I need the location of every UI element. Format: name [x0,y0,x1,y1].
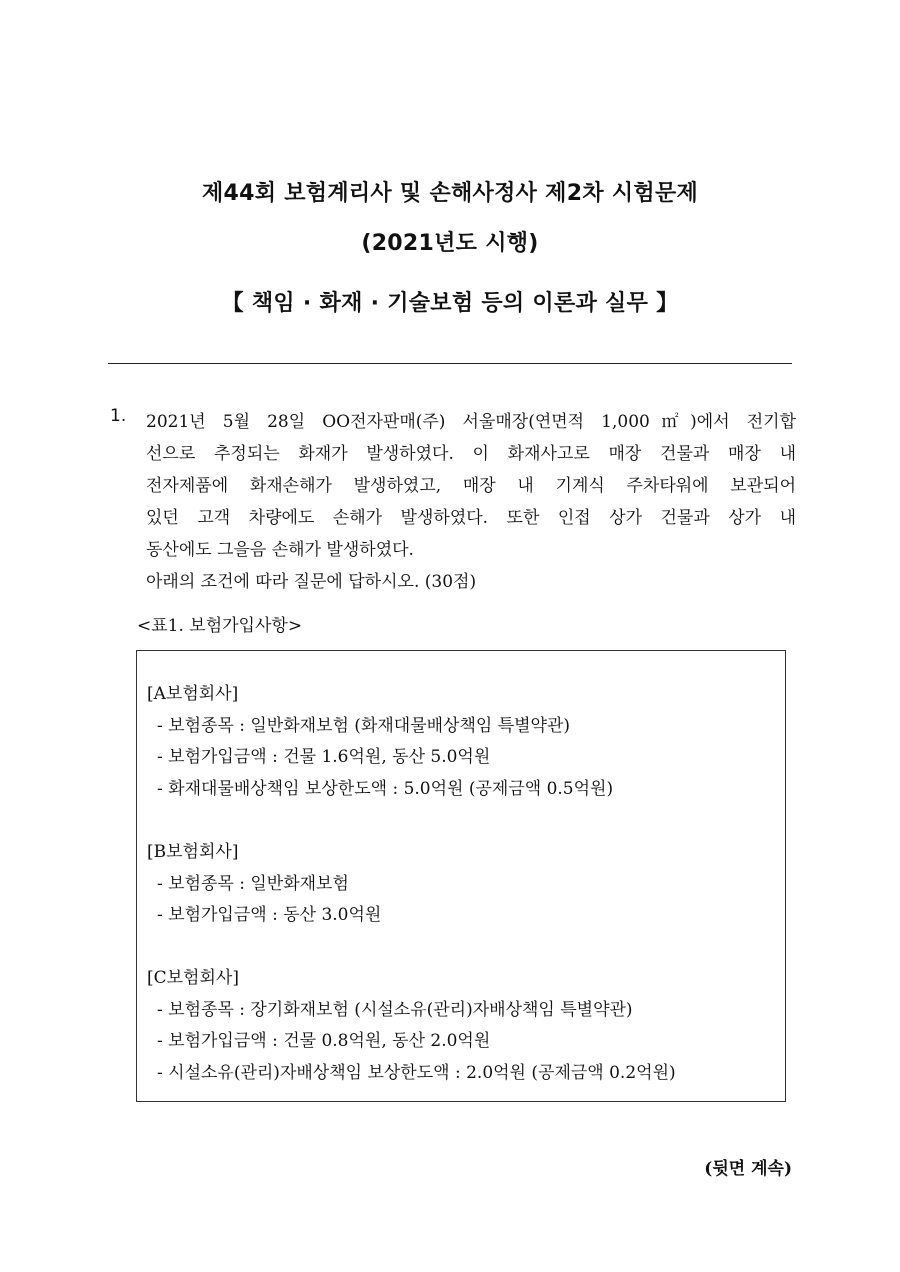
company-name: [B보험회사] [147,842,239,862]
company-a-block [147,679,613,805]
question-line: 2021년 5월 28일 OO전자판매(주) 서울매장(연면적 1,000㎡)에서 전기합 [146,412,796,432]
question-line: 전자제품에 화재손해가 발생하였고, 매장 내 기계식 주차타워에 보관되어 [146,476,796,496]
header-divider [108,363,792,364]
insurance-info-box [136,650,786,1102]
company-item: - 보험가입금액 : 건물 0.8억원, 동산 2.0억원 [157,1031,491,1051]
company-item: - 보험가입금액 : 건물 1.6억원, 동산 5.0억원 [157,747,491,767]
exam-subject: 【 책임 · 화재 · 기술보험 등의 이론과 실무 】 [221,291,679,316]
question-text [146,406,796,598]
company-item: - 보험종목 : 장기화재보험 (시설소유(관리)자배상책임 특별약관) [157,999,633,1020]
company-item: - 보험종목 : 일반화재보험 (화재대물배상책임 특별약관) [157,715,571,736]
company-item: - 보험종목 : 일반화재보험 [157,873,349,894]
question-line: 선으로 추정되는 화재가 발생하였다. 이 화재사고로 매장 건물과 매장 내 [146,444,796,464]
question-line: 동산에도 그을음 손해가 발생하였다. [146,540,414,560]
exam-year: (2021년도 시행) [361,231,539,256]
question-instruction: 아래의 조건에 따라 질문에 답하시오. (30점) [146,572,477,592]
exam-title: 제44회 보험계리사 및 손해사정사 제2차 시험문제 [201,181,699,206]
company-c-block [147,963,676,1089]
company-b-block [147,837,381,932]
company-item: - 보험가입금액 : 동산 3.0억원 [157,905,382,925]
table1-caption: <표1. 보험가입사항> [137,616,303,636]
question-line: 있던 고객 차량에도 손해가 발생하였다. 또한 인접 상가 건물과 상가 내 [146,508,796,528]
company-item: - 화재대물배상책임 보상한도액 : 5.0억원 (공제금액 0.5억원) [157,778,614,799]
company-name: [C보험회사] [147,968,239,988]
company-item: - 시설소유(관리)자배상책임 보상한도액 : 2.0억원 (공제금액 0.2억원) [157,1062,676,1083]
question-number: 1. [110,406,127,426]
company-name: [A보험회사] [147,684,239,704]
continued-note: (뒷면 계속) [704,1159,792,1179]
